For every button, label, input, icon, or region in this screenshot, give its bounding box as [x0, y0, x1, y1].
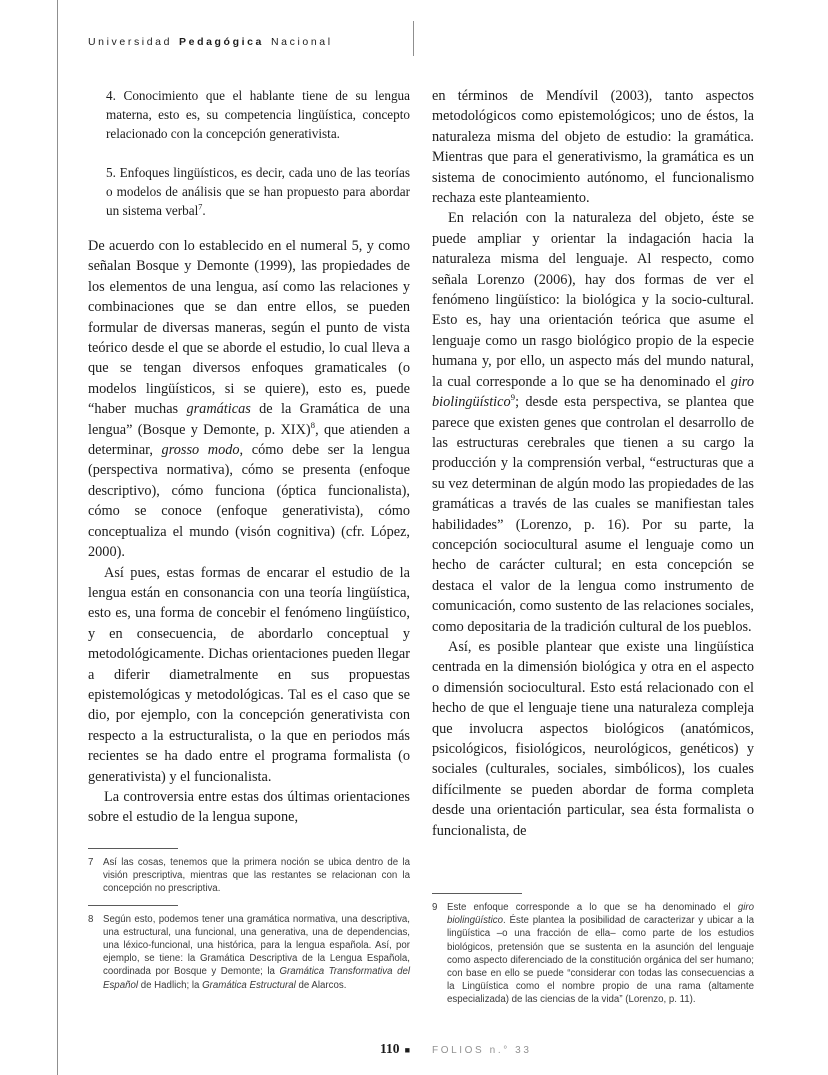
header-word-universidad: Universidad	[88, 36, 173, 48]
left-body-text	[88, 236, 410, 828]
footnote-text: Este enfoque corresponde a lo que se ha denominado el giro biolingüístico. Éste plantea la posibilidad de caracterizar y ubicar a la lingüística –o una fracción de ella– como parte de los estudios biológicos, pretensión que se sustenta en la asunción del lenguaje como aspecto diferenciado de la constitución orgánica del ser humano; con base en ello se puede “considerar con todas las consecuencias a la Lingüística como el nombre propio de una rama (altamente especializada) de las ciencias de la vida” (Lorenzo, p. 11).	[447, 902, 754, 1006]
right-column	[432, 86, 754, 890]
footnote-number: 7	[88, 857, 94, 868]
body-paragraph: En relación con la naturaleza del objeto, éste se puede ampliar y orientar la indagación hacia la naturaleza misma del lenguaje. Al respecto, como señala Lorenzo (2006), hay dos formas de ver el fenómeno lingüístico: la biológica y la socio-cultural. Esto es, hay una orientación teórica que asume el lenguaje como un rasgo biológico propio de la especie humana y, por ello, un aspecto más del mundo natural, la cual corresponde a lo que se ha denominado el giro biolingüístico$^9$; desde esta perspectiva, se plantea que parece que existen genes que controlan el desarrollo de las estructuras cerebrales que tienen a su cargo la producción y la comprensión verbal, “estructuras que a su vez determinan de algún modo las propiedades de las gramáticas a través de las cuales se manifiestan tales habilidades” (Lorenzo, p. 16). Por su parte, la concepción sociocultural asume el lenguaje como un hecho de carácter cultural; en esta concepción se destaca el valor de la lengua como instrumento de comunicación, como sustento de las relaciones sociales, como depositaria de la tradición cultural de los pueblos.	[432, 210, 754, 635]
right-body-text	[432, 86, 754, 841]
page-number-text: 110	[380, 1041, 400, 1056]
journal-name: FOLIOS n.° 33	[432, 1045, 532, 1056]
footnote	[432, 901, 754, 1007]
quote-paragraph: 5. Enfoques lingüísticos, es decir, cada uno de las teorías o modelos de análisis que se han propuesto para abordar un sistema verbal$^7$.	[106, 165, 410, 218]
header-divider	[413, 21, 414, 56]
footnote-number: 9	[432, 902, 438, 913]
footer-square-icon: ■	[404, 1045, 410, 1055]
left-footnotes	[88, 848, 410, 992]
footer	[88, 1041, 754, 1057]
header	[88, 36, 340, 48]
quote-paragraph: 4. Conocimiento que el hablante tiene de su lengua materna, esto es, su competencia lingüística, concepto relacionado con la concepción generativista.	[106, 88, 410, 141]
footnote	[88, 856, 410, 896]
body-paragraph: Así, es posible plantear que existe una lingüística centrada en la dimensión biológica y otra en el aspecto o dimensión sociocultural. Esto está relacionado con el hecho de que el lenguaje tiene una naturaleza compleja que involucra aspectos biológicos (anatómicos, psicológicos, fisiológicos, neurológicos, genéticos) y sociales (culturales, sociales, simbólicos), los cuales difícilmente se pueden abordar de forma completa desde una orientación particular, sea ésta formalista o funcionalista, de	[432, 638, 754, 839]
right-footnotes	[432, 893, 754, 1007]
page-margin-rule	[57, 0, 58, 1075]
footnote-text: Así las cosas, tenemos que la primera noción se ubica dentro de la visión prescriptiva, mientras que las restantes se relacionan con la concepción no prescriptiva.	[103, 857, 410, 895]
header-word-nacional: Nacional	[270, 36, 333, 48]
body-paragraph: en términos de Mendívil (2003), tanto aspectos metodológicos como epistemológicos; uno de éstos, la naturaleza misma del objeto de estudio: la gramática. Mientras que para el generativismo, la gramática es un sistema de conocimiento autónomo, el funcionalismo rechaza este planteamiento.	[432, 88, 754, 207]
footnote-number: 8	[88, 913, 94, 925]
left-column	[88, 86, 410, 844]
footnote-separator	[88, 905, 178, 906]
footnote-separator	[88, 848, 178, 849]
numbered-quote-block	[88, 86, 410, 220]
header-word-pedagogica: Pedagógica	[179, 36, 264, 48]
footnote	[88, 913, 410, 992]
footnote-separator	[432, 893, 522, 894]
page-number	[88, 1041, 410, 1057]
footnote-text: Según esto, podemos tener una gramática normativa, una descriptiva, una estructural, una funcional, una generativa, una de dependencias, una léxico-funcional, una histórica, para la lengua española. Así, por ejemplo, se tiene: la Gramática Descriptiva de la Lengua Española, coordinada por Bosque y Demonte; la Gramática Transformativa del Español de Hadlich; la Gramática Estructural de Alarcos.	[103, 913, 411, 991]
body-paragraph: La controversia entre estas dos últimas orientaciones sobre el estudio de la lengua supone,	[88, 788, 410, 826]
body-paragraph: Así pues, estas formas de encarar el estudio de la lengua están en consonancia con una teoría lingüística, esto es, una forma de concebir el fenómeno lingüístico, y en consecuencia, de abordarlo conceptual y metodológicamente. Dichas orientaciones pueden llegar a diferir diametralmente en sus propuestas epistemológicas y metodológicas. Tal es el caso que se dio, por ejemplo, con la concepción generativista con respecto a la estructuralista, o la que en periodos más recientes se ha dado entre el programa formalista (o generativista) y el funcionalista.	[88, 564, 410, 785]
body-paragraph: De acuerdo con lo establecido en el numeral 5, y como señalan Bosque y Demonte (1999), las propiedades de los elementos de una lengua, así como las relaciones y combinaciones que se dan entre ellos, se pueden formular de diversas maneras, según el punto de vista teórico desde el que se aborde el estudio, lo cual lleva a que se tengan diversos enfoques gramaticales (o modelos lingüísticos, si se quiere), esto es, puede “haber muchas gramáticas de la Gramática de una lengua” (Bosque y Demonte, p. XIX)$^8$, que atienden a determinar, grosso modo, cómo debe ser la lengua (perspectiva normativa), cómo se presenta (enfoque descriptivo), cómo funciona (óptica funcionalista), cómo se conoce (enfoque generativista), cómo conceptualiza el mundo (visón cognitiva) (cfr. López, 2000).	[88, 238, 410, 561]
